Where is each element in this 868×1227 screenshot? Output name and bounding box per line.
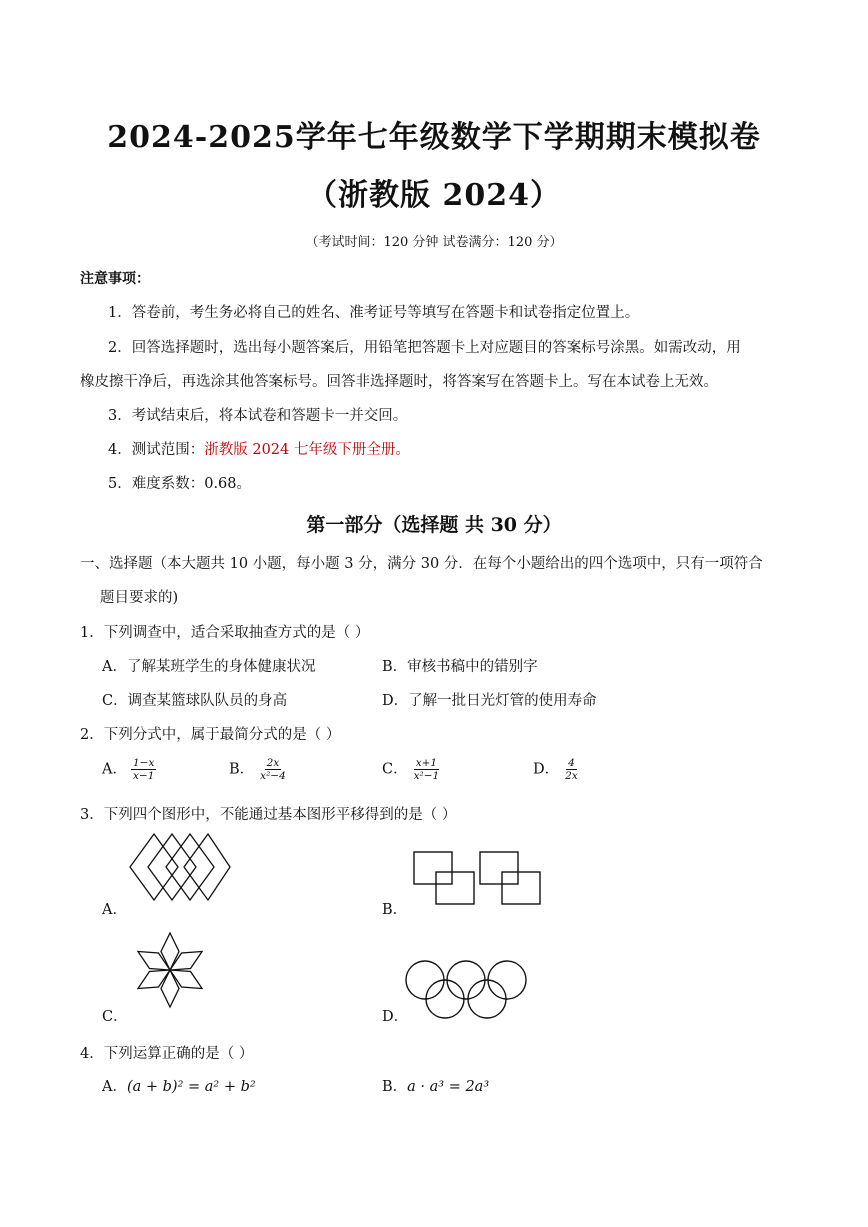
q4-option-a bbox=[102, 1075, 256, 1096]
q2-fraction-a bbox=[131, 757, 156, 782]
note-item-5: 5．难度系数：0.68。 bbox=[108, 476, 252, 492]
q3-figure-d-rings bbox=[404, 958, 530, 1022]
q2-option-b-label: B． bbox=[229, 761, 255, 778]
q4-option-a-label: A． bbox=[102, 1079, 127, 1095]
q2-fraction-a-numerator: 1−x bbox=[132, 757, 155, 769]
q4-stem: 4．下列运算正确的是（ ） bbox=[80, 1046, 254, 1062]
exam-edition: （浙教版 2024） bbox=[307, 178, 561, 213]
q2-fraction-d bbox=[563, 757, 580, 782]
notes-heading: 注意事项： bbox=[80, 271, 150, 287]
note-item-3: 3．考试结束后，将本试卷和答题卡一并交回。 bbox=[108, 408, 408, 424]
q3-figure-a-diamonds bbox=[128, 832, 232, 902]
q2-option-d bbox=[533, 757, 580, 782]
note-item-1: 1．答卷前，考生务必将自己的姓名、准考证号等填写在答题卡和试卷指定位置上。 bbox=[108, 305, 640, 321]
note-item-4-prefix: 4．测试范围： bbox=[108, 442, 205, 458]
q3-stem: 3．下列四个图形中，不能通过基本图形平移得到的是（ ） bbox=[80, 807, 457, 823]
note-item-2-line-1: 2．回答选择题时，选出每小题答案后，用铅笔把答题卡上对应题目的答案标号涂黑。如需改动，用 bbox=[108, 340, 741, 356]
q2-fraction-a-denominator: x−1 bbox=[132, 770, 155, 782]
q2-fraction-c-numerator: x+1 bbox=[415, 757, 438, 769]
note-item-2-line-2: 橡皮擦干净后，再选涂其他答案标号。回答非选择题时，将答案写在答题卡上。写在本试卷上无效。 bbox=[80, 374, 718, 390]
q2-fraction-d-denominator: 2x bbox=[565, 770, 578, 782]
q4-option-b-label: B． bbox=[382, 1079, 408, 1095]
q2-option-c-label: C． bbox=[382, 761, 408, 778]
part1-heading: 第一部分（选择题 共 30 分） bbox=[306, 514, 562, 536]
q1-stem: 1．下列调查中，适合采取抽查方式的是（ ） bbox=[80, 625, 370, 641]
q1-option-a: A．了解某班学生的身体健康状况 bbox=[102, 659, 316, 675]
q2-option-a-label: A． bbox=[102, 761, 127, 778]
q4-option-b-expression: a · a³ = 2a³ bbox=[407, 1079, 490, 1095]
q2-fraction-d-numerator: 4 bbox=[568, 757, 575, 769]
q2-option-b bbox=[229, 757, 288, 782]
q2-fraction-b bbox=[258, 757, 288, 782]
q2-option-a bbox=[102, 757, 156, 782]
q3-option-d-label: D． bbox=[382, 1009, 409, 1025]
q2-fraction-c bbox=[412, 757, 442, 782]
q3-option-c-label: C． bbox=[102, 1009, 128, 1025]
q1-option-c: C．调查某篮球队队员的身高 bbox=[102, 693, 288, 709]
q3-option-b-label: B． bbox=[382, 902, 408, 918]
q4-option-a-expression: (a + b)² = a² + b² bbox=[126, 1079, 256, 1095]
q2-stem: 2．下列分式中，属于最简分式的是（ ） bbox=[80, 727, 341, 743]
q2-fraction-c-denominator: x²−1 bbox=[413, 770, 440, 782]
part1-instruction-line-1: 一、选择题（本大题共 10 小题，每小题 3 分，满分 30 分．在每个小题给出的四个选项中，只有一项符合 bbox=[80, 556, 763, 572]
q3-figure-b-squares bbox=[412, 850, 544, 908]
q2-option-c bbox=[382, 757, 441, 782]
part1-instruction-line-2: 题目要求的) bbox=[100, 590, 179, 606]
exam-title: 2024-2025学年七年级数学下学期期末模拟卷 bbox=[107, 120, 761, 155]
test-scope: 浙教版 2024 七年级下册全册。 bbox=[204, 442, 410, 458]
q2-fraction-b-denominator: x²−4 bbox=[260, 770, 286, 782]
q2-fraction-b-numerator: 2x bbox=[266, 757, 280, 769]
exam-info: （考试时间：120 分钟 试卷满分：120 分） bbox=[305, 235, 563, 250]
q4-option-b bbox=[382, 1075, 489, 1096]
q3-figure-c-star bbox=[130, 930, 210, 1010]
q1-option-b: B．审核书稿中的错别字 bbox=[382, 659, 538, 675]
note-item-4 bbox=[108, 438, 410, 459]
q2-option-d-label: D． bbox=[533, 761, 560, 778]
q3-option-a-label: A． bbox=[102, 902, 127, 918]
q1-option-d: D．了解一批日光灯管的使用寿命 bbox=[382, 693, 597, 709]
